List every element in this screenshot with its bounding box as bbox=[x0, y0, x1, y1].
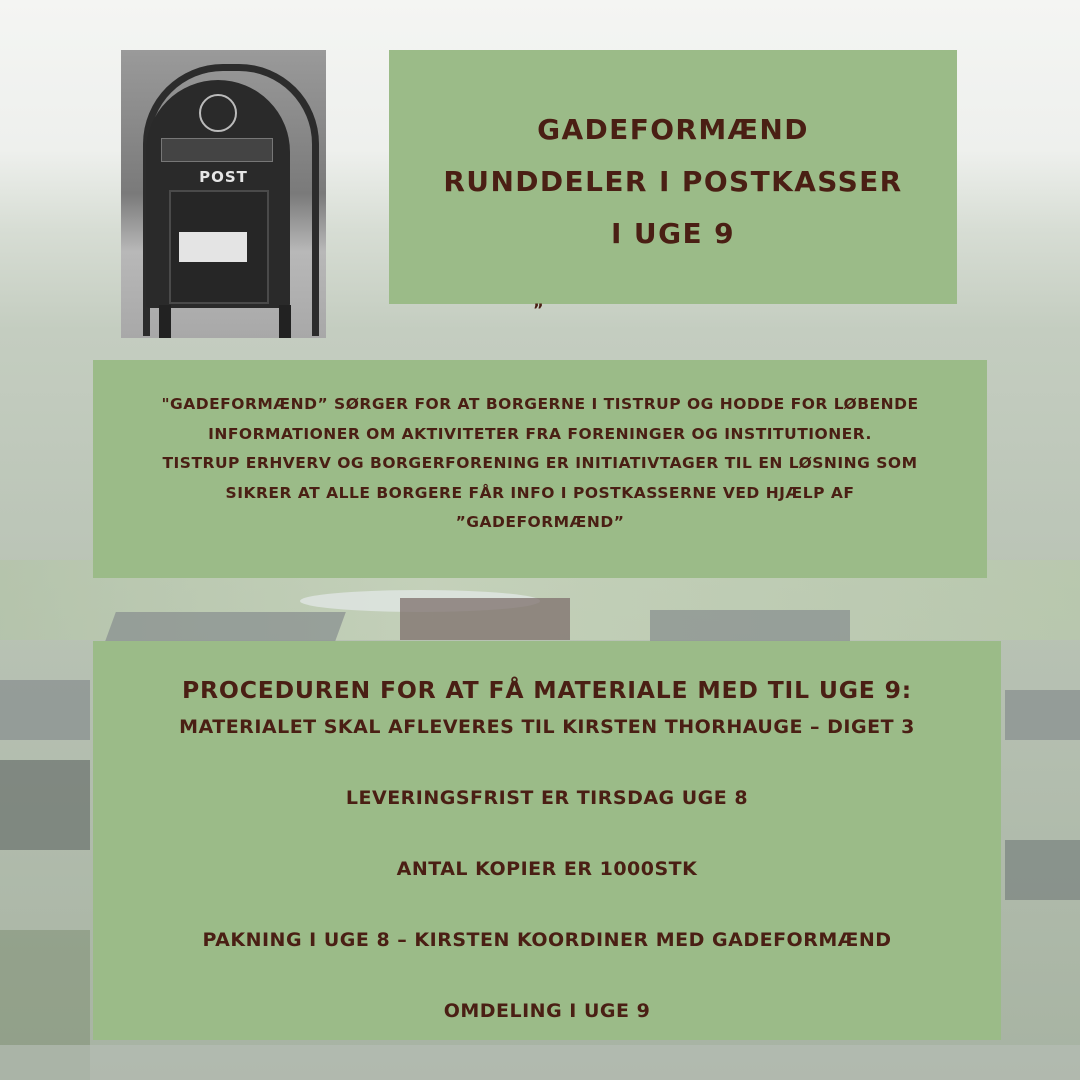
info-line: INFORMATIONER OM AKTIVITETER FRA FORENINGER OG INSTITUTIONER. bbox=[208, 424, 872, 443]
post-crest-icon bbox=[199, 94, 237, 132]
background-roof bbox=[0, 760, 90, 850]
procedure-panel bbox=[93, 641, 1001, 1040]
procedure-item: OMDELING I UGE 9 bbox=[443, 1000, 651, 1022]
title-line: RUNDDELER I POSTKASSER bbox=[443, 165, 903, 198]
background-roof bbox=[400, 598, 570, 640]
procedure-heading: PROCEDUREN FOR AT FÅ MATERIALE MED TIL UGE 9: bbox=[182, 676, 912, 704]
postbox-leg bbox=[159, 305, 171, 338]
title-line: I UGE 9 bbox=[610, 217, 736, 250]
background-roof bbox=[1005, 840, 1080, 900]
background-roof bbox=[104, 612, 346, 644]
info-panel bbox=[93, 360, 987, 578]
info-line: TISTRUP ERHVERV OG BORGERFORENING ER INITIATIVTAGER TIL EN LØSNING SOM bbox=[162, 454, 918, 472]
title-line: GADEFORMÆND bbox=[537, 113, 809, 146]
postbox-label: POST bbox=[199, 168, 248, 186]
info-line: ”GADEFORMÆND” bbox=[455, 513, 625, 531]
info-line: "GADEFORMÆND” SØRGER FOR AT BORGERNE I TISTRUP OG HODDE FOR LØBENDE bbox=[161, 395, 919, 413]
background-roof bbox=[650, 610, 850, 642]
postbox-photo bbox=[121, 50, 326, 338]
procedure-delivery-address: MATERIALET SKAL AFLEVERES TIL KIRSTEN THORHAUGE – DIGET 3 bbox=[179, 716, 915, 738]
procedure-item: LEVERINGSFRIST ER TIRSDAG UGE 8 bbox=[345, 787, 749, 809]
procedure-item: ANTAL KOPIER ER 1000STK bbox=[396, 858, 698, 880]
stray-quote-mark: ” bbox=[533, 300, 544, 319]
background-roof bbox=[0, 680, 90, 740]
background-roof bbox=[1005, 690, 1080, 740]
postbox-notice bbox=[179, 232, 247, 262]
title-panel bbox=[389, 50, 957, 304]
procedure-item: PAKNING I UGE 8 – KIRSTEN KOORDINER MED GADEFORMÆND bbox=[202, 929, 892, 951]
info-line: SIKRER AT ALLE BORGERE FÅR INFO I POSTKASSERNE VED HJÆLP AF bbox=[225, 483, 855, 502]
postbox-leg bbox=[279, 305, 291, 338]
background-road bbox=[0, 1045, 1080, 1080]
postbox-slot bbox=[161, 138, 273, 162]
